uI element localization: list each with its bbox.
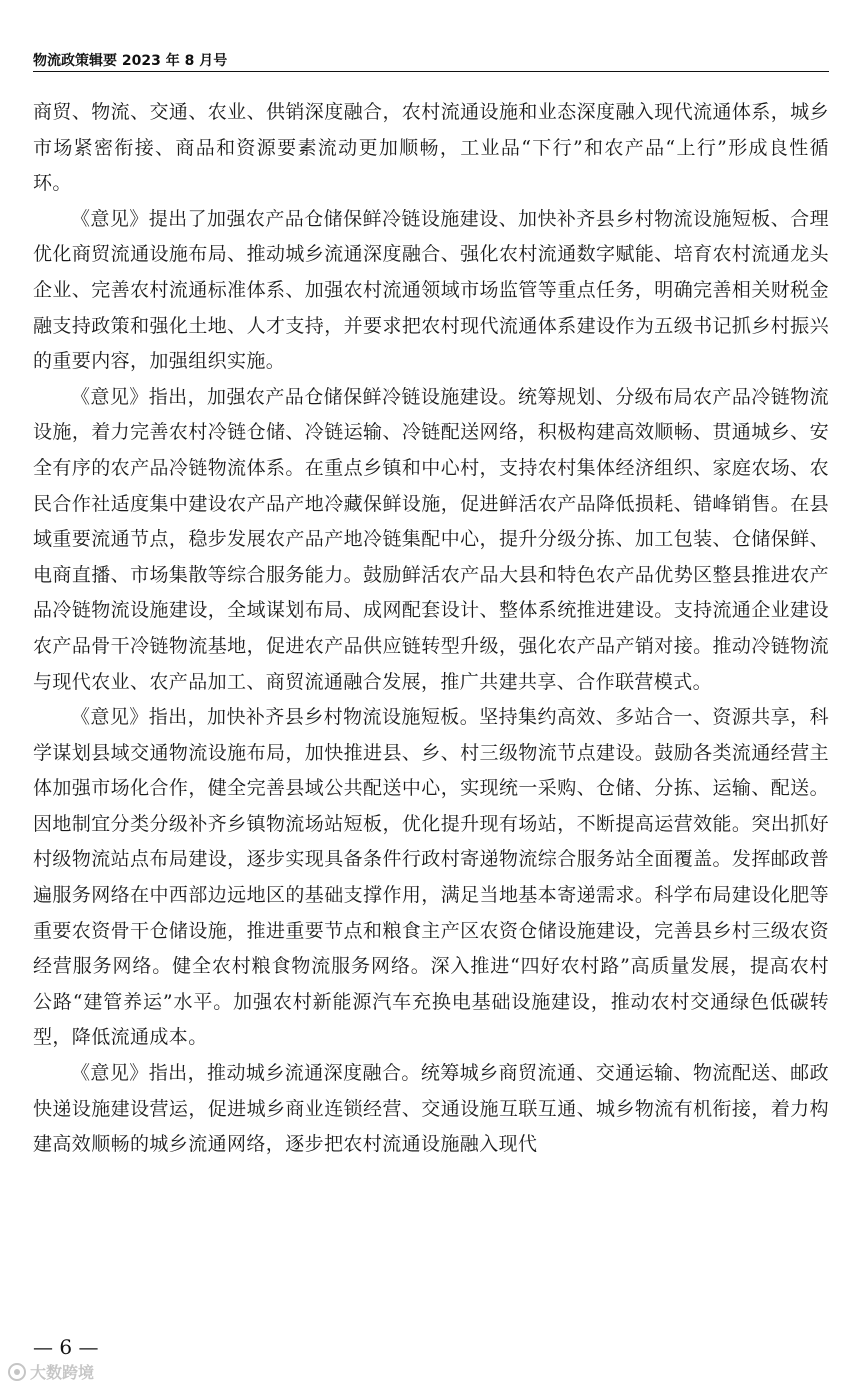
paragraph-3: 《意见》指出，加强农产品仓储保鲜冷链设施建设。统筹规划、分级布局农产品冷链物流设施，着力完善农村冷链仓储、冷链运输、冷链配送网络，积极构建高效顺畅、贯通城乡、安全有序的农产品冷链物流体系。在重点乡镇和中心村，支持农村集体经济组织、家庭农场、农民合作社适度集中建设农产品产地冷藏保鲜设施，促进鲜活农产品降低损耗、错峰销售。在县域重要流通节点，稳步发展农产品产地冷链集配中心，提升分级分拣、加工包装、仓储保鲜、电商直播、市场集散等综合服务能力。鼓励鲜活农产品大县和特色农产品优势区整县推进农产品冷链物流设施建设，全域谋划布局、成网配套设计、整体系统推进建设。支持流通企业建设农产品骨干冷链物流基地，促进农产品供应链转型升级，强化农产品产销对接。推动冷链物流与现代农业、农产品加工、商贸流通融合发展，推广共建共享、合作联营模式。 <box>33 385 829 693</box>
paragraph-1: 商贸、物流、交通、农业、供销深度融合，农村流通设施和业态深度融入现代流通体系，城乡市场紧密衔接、商品和资源要素流动更加顺畅，工业品“下行”和农产品“上行”形成良性循环。 <box>33 101 829 195</box>
paragraph-4: 《意见》指出，加快补齐县乡村物流设施短板。坚持集约高效、多站合一、资源共享，科学谋划县域交通物流设施布局，加快推进县、乡、村三级物流节点建设。鼓励各类流通经营主体加强市场化合作，健全完善县域公共配送中心，实现统一采购、仓储、分拣、运输、配送。因地制宜分类分级补齐乡镇物流场站短板，优化提升现有场站，不断提高运营效能。突出抓好村级物流站点布局建设，逐步实现具备条件行政村寄递物流综合服务站全面覆盖。发挥邮政普遍服务网络在中西部边远地区的基础支撑作用，满足当地基本寄递需求。科学布局建设化肥等重要农资骨干仓储设施，推进重要节点和粮食主产区农资仓储设施建设，完善县乡村三级农资经营服务网络。健全农村粮食物流服务网络。深入推进“四好农村路”高质量发展，提高农村公路“建管养运”水平。加强农村新能源汽车充换电基础设施建设，推动农村交通绿色低碳转型，降低流通成本。 <box>33 706 829 1049</box>
paragraph-2: 《意见》提出了加强农产品仓储保鲜冷链设施建设、加快补齐县乡村物流设施短板、合理优化商贸流通设施布局、推动城乡流通深度融合、强化农村流通数字赋能、培育农村流通龙头企业、完善农村流通标准体系、加强农村流通领域市场监管等重点任务，明确完善相关财税金融支持政策和强化土地、人才支持，并要求把农村现代流通体系建设作为五级书记抓乡村振兴的重要内容，加强组织实施。 <box>33 207 829 373</box>
document-header-title: 物流政策辑要 2023 年 8 月号 <box>33 53 228 69</box>
watermark-text: 大数跨境 <box>30 1363 95 1382</box>
watermark-logo-icon <box>8 1363 26 1381</box>
paragraph-5: 《意见》指出，推动城乡流通深度融合。统筹城乡商贸流通、交通运输、物流配送、邮政快递设施建设营运，促进城乡商业连锁经营、交通设施互联互通、城乡物流有机衔接，着力构建高效顺畅的城乡流通网络，逐步把农村流通设施融入现代 <box>33 1062 829 1156</box>
document-body <box>33 95 829 1163</box>
watermark <box>8 1360 94 1383</box>
page-number: — 6 — <box>33 1335 99 1359</box>
header-rule <box>33 71 829 72</box>
